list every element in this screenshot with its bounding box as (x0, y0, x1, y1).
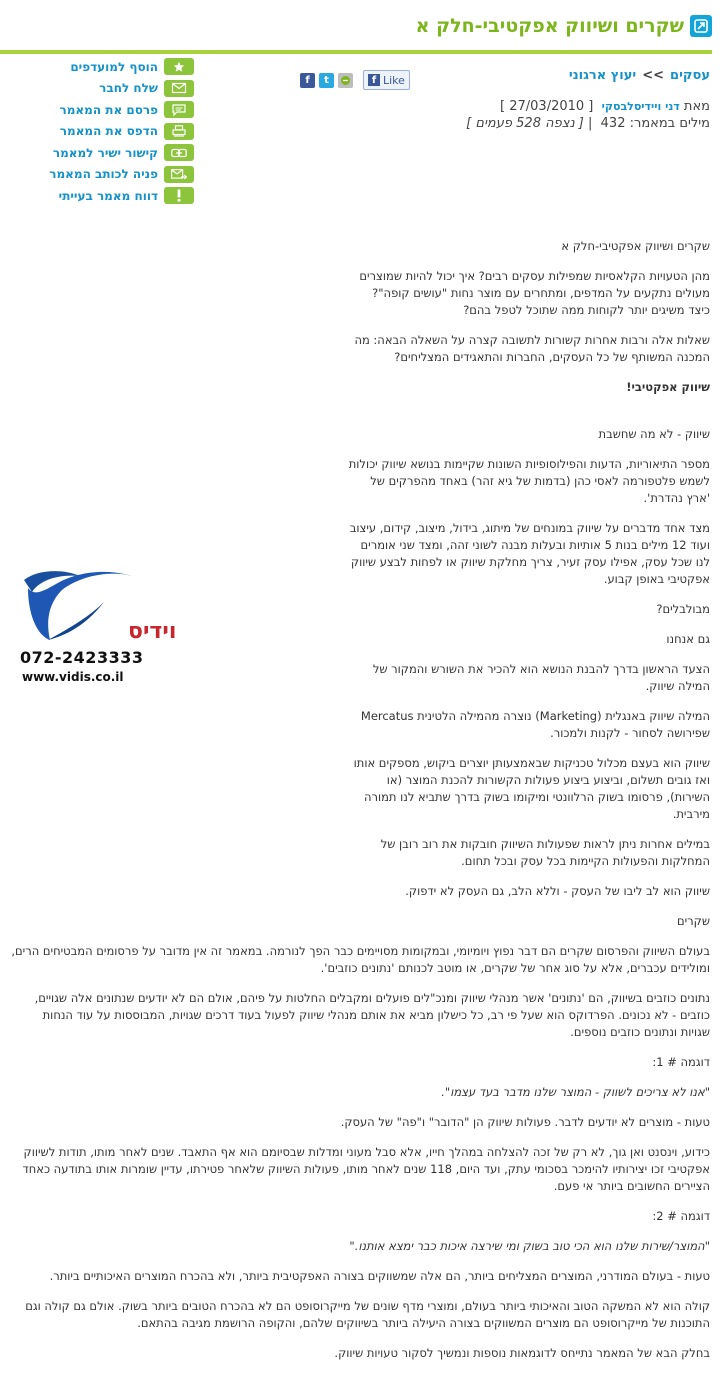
like-label: Like (383, 73, 405, 87)
facebook-icon[interactable]: f (300, 73, 315, 88)
link-icon (164, 144, 194, 161)
article-stats: מילים במאמר: 432 | [ נצפה 528 פעמים ] (466, 116, 710, 131)
example-heading: דוגמה # 2: (652, 1209, 710, 1223)
vidis-brand-text: וידיס (128, 619, 177, 644)
article-paragraph: המילה שיווק באנגלית (Marketing) נוצרה מהמילה הלטינית Mercatus שפירושה לסחור - לקנות ולמכור. (360, 709, 710, 740)
send-mail-icon (164, 166, 194, 183)
article-heading: שקרים ושיווק אפקטיבי-חלק א (561, 239, 710, 253)
publish-date: 27/03/2010 (509, 99, 585, 114)
article-paragraph: מספר התיאוריות, הדעות והפילוסופיות השונות שקיימות בנושא שיווק יכולות לשמש פלטפורמה לאסי כהן (בדמות של גיא זהר) באחד מהפרקים של 'ארץ נהדרת'. (348, 457, 710, 505)
sidebar-item-report-article[interactable] (10, 185, 194, 207)
article-paragraph: בחלק הבא של המאמר נתייחס לדוגמאות נוספות ונמשיך לסקור טעויות שיווק. (334, 1346, 710, 1360)
article-paragraph: שיווק הוא בעצם מכלול טכניקות שבאמצעותן יוצרים ביקוש, מספקים אותו ואז גובים תשלום, וביצוע ביצוע פעולות הקשורות להכנת המוצר (או השירות), פרסומו בשוק הרלוונטי ומיקומו בשוק בדרך שתביא לנו תמורה מירבית. (353, 756, 710, 821)
example-heading: דוגמה # 1: (652, 1055, 710, 1069)
printer-icon (164, 123, 194, 140)
sidebar-item-contact-author[interactable] (10, 164, 194, 186)
article-paragraph: שאלות אלה ורבות אחרות קשורות לתשובה קצרה על השאלה הבאה: מה המכנה המשותף של כל העסקים, החברות והתאגידים המצליחים? (354, 333, 710, 364)
article-paragraph: נתונים כוזבים בשיווק, הם 'נתונים' אשר מנהלי שיווק ומנכ"לים פועלים ומקבלים החלטות על פיהם, אולם הם לא יודעים שנתונים אלה שגויים, כוזבים - לא נכונים. הפרדוקס הוא שעל פי רב, כל כישלון מביא את אותם מנהלי שיווק לפעול בעוד דרכים שגויות, המבוססות על עוד הנחות שגויות ונתונים כוזבים נוספים. (34, 991, 710, 1039)
article-byline: מאת דני ויידיסלבסקי [ 27/03/2010 ] (500, 99, 710, 114)
breadcrumb-category-link[interactable]: עסקים (670, 68, 710, 83)
article-meta (466, 98, 710, 132)
envelope-icon (164, 80, 194, 97)
example-quote: "המוצר/שירות שלנו הוא הכי טוב בשוק ומי שירצה איכות כבר ימצא אותנו." (349, 1239, 710, 1253)
page-title: שקרים ושיווק אפקטיבי-חלק א (415, 15, 684, 37)
ad-website[interactable]: www.vidis.co.il (22, 670, 124, 684)
breadcrumb (569, 68, 710, 83)
article-paragraph: מהן הטעויות הקלאסיות שמפילות עסקים רבים? איך יכול להיות שמוצרים מעולים נתקעים על המדפים, ומתחרים עם מוצר נחות "עושים קופה"? כיצד משיגים יותר לקוחות ממה שתוכל לטפל בהם? (359, 269, 710, 317)
article-paragraph: במילים אחרות ניתן לראות שפעולות השיווק חובקות את רוב רובן של המחלקות והפעולות הקיימות בכל עסק ובכל תחום. (380, 837, 710, 868)
article-paragraph: מבולבלים? (656, 602, 710, 616)
sidebar-item-direct-link[interactable] (10, 142, 194, 164)
sidebar-item-send-friend[interactable] (10, 78, 194, 100)
article-body (10, 238, 710, 1375)
article-actions-sidebar (10, 56, 194, 207)
article-paragraph: גם אנחנו (666, 632, 710, 646)
external-link-icon[interactable] (690, 15, 712, 37)
share-icon[interactable] (338, 73, 353, 88)
article-paragraph: מצד אחד מדברים על שיווק במונחים של מיתוג, בידול, מיצוב, קידום, עיצוב ועוד 12 מילים בנות 5 אותיות ובעלות מבנה לשוני זהה, ומצד שני אומרים לנו שכל עסק, אפילו עסק זעיר, צריך מחלקת שיווק או לפחות לבצע שיווק אפקטיבי באופן קבוע. (349, 521, 710, 586)
sidebar-item-label[interactable]: שלח לחבר (99, 81, 158, 96)
sidebar-item-publish-article[interactable] (10, 99, 194, 121)
ad-phone: 072-2423333 (20, 648, 144, 667)
sidebar-item-label[interactable]: פרסם את המאמר (59, 102, 158, 117)
article-subheading: שקרים (676, 914, 710, 928)
view-count: נצפה 528 פעמים (475, 116, 575, 131)
social-share-bar (300, 70, 410, 90)
breadcrumb-separator: >> (642, 68, 665, 83)
star-icon (164, 58, 194, 75)
sidebar-item-label[interactable]: קישור ישיר למאמר (52, 145, 158, 160)
speech-bubble-icon (164, 101, 194, 118)
article-paragraph: טעות - מוצרים לא יודעים לדבר. פעולות שיווק הן "הדובר" ו"פה" של העסק. (340, 1115, 710, 1129)
article-subheading: שיווק - לא מה שחשבת (598, 427, 710, 441)
sidebar-item-label[interactable]: הוסף למועדפים (70, 59, 158, 74)
sidebar-item-add-favorites[interactable] (10, 56, 194, 78)
article-paragraph: טעות - בעולם המודרני, המוצרים המצליחים ביותר, הם אלה שמשווקים בצורה האפקטיבית ביותר, ולא בהכרח המוצרים האיכותיים ביותר. (49, 1269, 710, 1283)
facebook-logo-icon: f (368, 74, 380, 86)
title-divider (0, 50, 712, 54)
article-paragraph: כידוע, וינסנט ואן גוך, לא רק של זכה להצלחה במהלך חייו, אלא סבל מעוני ומדלות שבסיומם הוא אף התאבד. שנים לאחר מותו, תודות לשיווק אפקטיבי זכו יצירותיו להימכר בסכומי עתק, ועד היום, 118 שנים לאחר מותו, פעולות השיווק שלאחר פטירתו, עדיין שומרות אותו בתודעה כאחד הציירים החשובים ביותר אי פעם. (22, 1145, 710, 1193)
breadcrumb-subcategory-link[interactable]: יעוץ ארגוני (568, 68, 637, 83)
sidebar-item-label[interactable]: פניה לכותב המאמר (49, 167, 158, 182)
page-header (8, 8, 712, 44)
exclamation-icon (164, 187, 194, 204)
sidebar-item-print-article[interactable] (10, 121, 194, 143)
word-count: מילים במאמר: 432 (600, 116, 710, 131)
facebook-like-button[interactable] (363, 70, 410, 90)
article-subheading: שיווק אפקטיבי! (626, 380, 710, 394)
from-label: מאת (683, 99, 710, 114)
sidebar-item-label[interactable]: הדפס את המאמר (59, 124, 158, 139)
article-paragraph: הצעד הראשון בדרך להבנת הנושא הוא להכיר את השורש והמקור של המילה שיווק. (372, 662, 710, 693)
example-quote: "אנו לא צריכים לשווק - המוצר שלנו מדבר בעד עצמו". (441, 1085, 710, 1099)
sidebar-item-label[interactable]: דווח מאמר בעייתי (58, 188, 158, 203)
article-paragraph: קולה הוא לא המשקה הטוב והאיכותי ביותר בעולם, ומוצרי מדף שונים של מייקרוסופט הם לא בהכרח הטובים ביותר בשוק. אולם גם קולה וגם התוכנות של מייקרוסופט הם מוצרים המשווקים בצורה היעילה ביותר בשיווקים שלהם, והקופה הרושמת מגיבה בהתאם. (25, 1299, 710, 1330)
twitter-icon[interactable]: t (319, 73, 334, 88)
article-paragraph: בעולם השיווק והפרסום שקרים הם דבר נפוץ ויומיומי, ובמקומות מסויימים כבר הפך לנורמה. במאמר זה אין מדובר על פרסומים המבטיחים הרים, ומולידים עכברים, אלא על סוג אחר של שקרים, או מוטב לכנותם 'נתונים כוזבים'. (11, 944, 710, 975)
author-link[interactable]: דני ויידיסלבסקי (601, 100, 680, 113)
article-paragraph: שיווק הוא לב ליבו של העסק - וללא הלב, גם העסק לא ידפוק. (405, 884, 710, 898)
